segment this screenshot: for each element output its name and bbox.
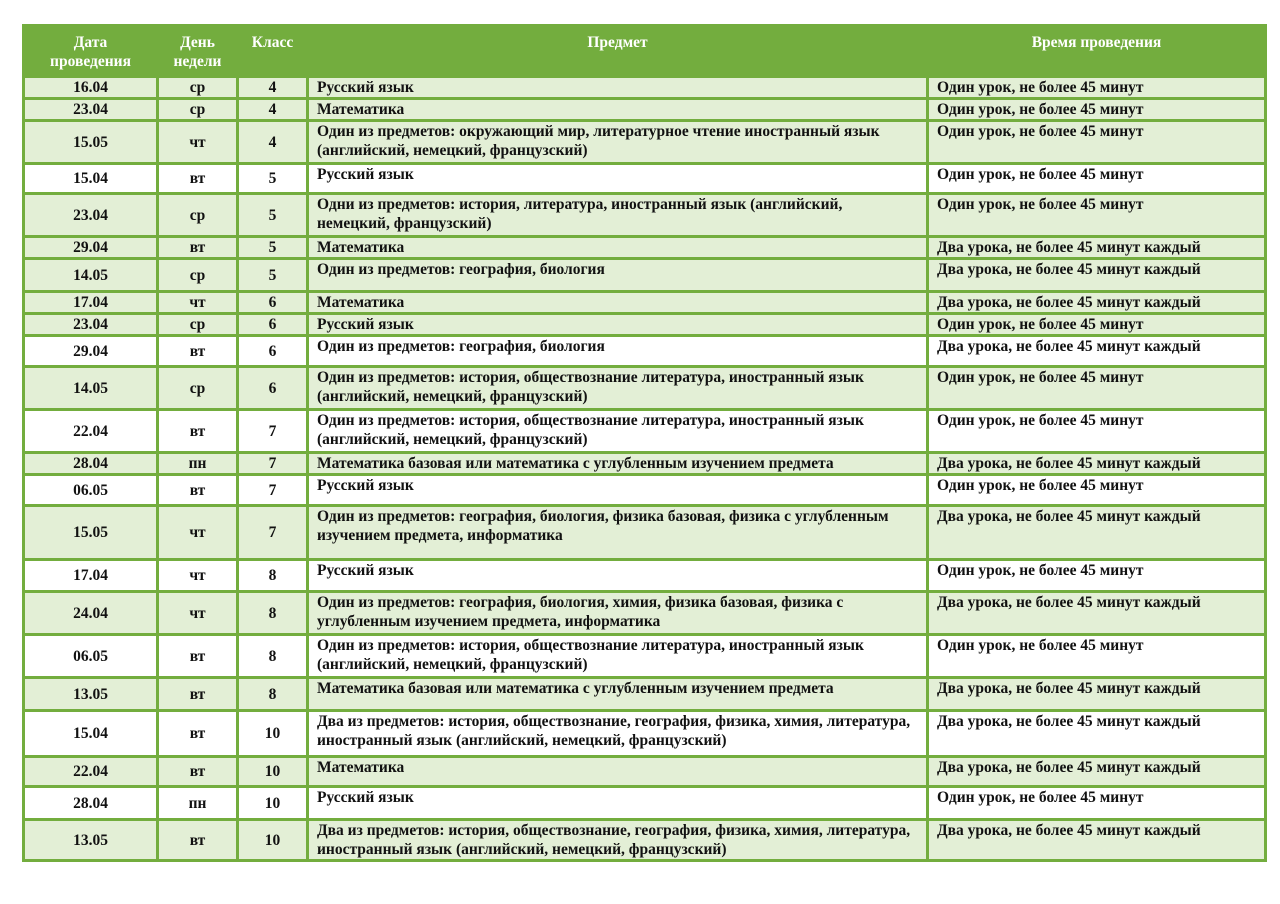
table-row [24, 314, 1266, 336]
table-row [24, 259, 1266, 292]
table-row [24, 506, 1266, 560]
cell-subject: Математика [308, 757, 928, 787]
cell-class: 10 [238, 820, 308, 861]
cell-subject: Один из предметов: география, биология, физика базовая, физика с углубленным изучением предмета, информатика [308, 506, 928, 560]
cell-time: Два урока, не более 45 минут каждый [928, 237, 1266, 259]
cell-class: 6 [238, 292, 308, 314]
cell-time: Один урок, не более 45 минут [928, 121, 1266, 164]
table-row [24, 757, 1266, 787]
cell-subject: Русский язык [308, 164, 928, 194]
cell-subject: Русский язык [308, 475, 928, 506]
cell-date: 29.04 [24, 336, 158, 367]
cell-day: вт [158, 410, 238, 453]
cell-day: ср [158, 77, 238, 99]
cell-class: 6 [238, 314, 308, 336]
cell-time: Два урока, не более 45 минут каждый [928, 820, 1266, 861]
cell-date: 17.04 [24, 560, 158, 592]
cell-date: 15.04 [24, 711, 158, 757]
cell-class: 6 [238, 367, 308, 410]
cell-date: 06.05 [24, 635, 158, 678]
cell-subject: Математика базовая или математика с углубленным изучением предмета [308, 678, 928, 711]
cell-class: 6 [238, 336, 308, 367]
table-row [24, 592, 1266, 635]
cell-subject: Русский язык [308, 560, 928, 592]
cell-class: 5 [238, 237, 308, 259]
table-body [24, 77, 1266, 861]
cell-subject: Русский язык [308, 314, 928, 336]
cell-subject: Два из предметов: история, обществознание, география, физика, химия, литература, иностранный язык (английский, немецкий, французский) [308, 711, 928, 757]
cell-time: Два урока, не более 45 минут каждый [928, 678, 1266, 711]
cell-day: вт [158, 475, 238, 506]
cell-date: 28.04 [24, 453, 158, 475]
cell-day: ср [158, 259, 238, 292]
cell-time: Один урок, не более 45 минут [928, 314, 1266, 336]
cell-day: вт [158, 820, 238, 861]
cell-day: чт [158, 292, 238, 314]
cell-class: 8 [238, 560, 308, 592]
cell-class: 5 [238, 194, 308, 237]
table-row [24, 336, 1266, 367]
cell-time: Два урока, не более 45 минут каждый [928, 711, 1266, 757]
header-subject: Предмет [308, 26, 928, 77]
cell-class: 10 [238, 787, 308, 820]
cell-class: 4 [238, 99, 308, 121]
exam-schedule-table [22, 24, 1267, 862]
cell-date: 28.04 [24, 787, 158, 820]
cell-subject: Математика [308, 237, 928, 259]
cell-time: Один урок, не более 45 минут [928, 99, 1266, 121]
cell-class: 7 [238, 410, 308, 453]
cell-day: вт [158, 635, 238, 678]
cell-date: 17.04 [24, 292, 158, 314]
cell-day: ср [158, 314, 238, 336]
cell-class: 8 [238, 635, 308, 678]
table-row [24, 787, 1266, 820]
cell-day: чт [158, 592, 238, 635]
cell-subject: Два из предметов: история, обществознание, география, физика, химия, литература, иностранный язык (английский, немецкий, французский) [308, 820, 928, 861]
cell-class: 7 [238, 475, 308, 506]
cell-date: 22.04 [24, 410, 158, 453]
cell-date: 23.04 [24, 194, 158, 237]
cell-date: 14.05 [24, 259, 158, 292]
cell-day: ср [158, 367, 238, 410]
cell-time: Один урок, не более 45 минут [928, 787, 1266, 820]
header-time: Время проведения [928, 26, 1266, 77]
header-row [24, 26, 1266, 77]
cell-class: 10 [238, 757, 308, 787]
cell-subject: Один из предметов: география, биология, химия, физика базовая, физика с углубленным изучением предмета, информатика [308, 592, 928, 635]
table-row [24, 410, 1266, 453]
table-row [24, 635, 1266, 678]
cell-time: Два урока, не более 45 минут каждый [928, 506, 1266, 560]
cell-time: Один урок, не более 45 минут [928, 77, 1266, 99]
cell-day: вт [158, 336, 238, 367]
cell-day: вт [158, 164, 238, 194]
cell-subject: Один из предметов: география, биология [308, 336, 928, 367]
table-row [24, 99, 1266, 121]
cell-time: Один урок, не более 45 минут [928, 194, 1266, 237]
cell-class: 10 [238, 711, 308, 757]
cell-time: Один урок, не более 45 минут [928, 410, 1266, 453]
cell-date: 14.05 [24, 367, 158, 410]
table-row [24, 292, 1266, 314]
cell-date: 29.04 [24, 237, 158, 259]
table-row [24, 560, 1266, 592]
cell-time: Один урок, не более 45 минут [928, 475, 1266, 506]
header-class: Класс [238, 26, 308, 77]
cell-class: 7 [238, 506, 308, 560]
cell-date: 22.04 [24, 757, 158, 787]
cell-subject: Один из предметов: история, обществознание литература, иностранный язык (английский, немецкий, французский) [308, 410, 928, 453]
cell-day: пн [158, 453, 238, 475]
cell-day: чт [158, 121, 238, 164]
cell-day: чт [158, 506, 238, 560]
cell-subject: Один из предметов: история, обществознание литература, иностранный язык (английский, немецкий, французский) [308, 635, 928, 678]
cell-class: 5 [238, 259, 308, 292]
cell-time: Два урока, не более 45 минут каждый [928, 292, 1266, 314]
table-row [24, 453, 1266, 475]
cell-subject: Один из предметов: история, обществознание литература, иностранный язык (английский, немецкий, французский) [308, 367, 928, 410]
table-row [24, 820, 1266, 861]
cell-date: 23.04 [24, 314, 158, 336]
table-row [24, 77, 1266, 99]
table-row [24, 194, 1266, 237]
cell-day: ср [158, 194, 238, 237]
cell-subject: Русский язык [308, 787, 928, 820]
cell-time: Один урок, не более 45 минут [928, 560, 1266, 592]
cell-day: ср [158, 99, 238, 121]
cell-time: Два урока, не более 45 минут каждый [928, 592, 1266, 635]
cell-date: 15.05 [24, 121, 158, 164]
table-row [24, 678, 1266, 711]
cell-date: 15.04 [24, 164, 158, 194]
table-row [24, 475, 1266, 506]
cell-class: 4 [238, 121, 308, 164]
cell-class: 7 [238, 453, 308, 475]
table-header [24, 26, 1266, 77]
table-row [24, 237, 1266, 259]
cell-date: 23.04 [24, 99, 158, 121]
cell-subject: Математика [308, 292, 928, 314]
cell-subject: Русский язык [308, 77, 928, 99]
cell-class: 8 [238, 678, 308, 711]
table-row [24, 164, 1266, 194]
cell-subject: Один из предметов: окружающий мир, литературное чтение иностранный язык (английский, немецкий, французский) [308, 121, 928, 164]
cell-date: 13.05 [24, 820, 158, 861]
table-row [24, 711, 1266, 757]
cell-time: Один урок, не более 45 минут [928, 164, 1266, 194]
cell-day: вт [158, 237, 238, 259]
cell-date: 15.05 [24, 506, 158, 560]
cell-time: Один урок, не более 45 минут [928, 367, 1266, 410]
header-date: Дата проведения [24, 26, 158, 77]
cell-day: чт [158, 560, 238, 592]
cell-time: Два урока, не более 45 минут каждый [928, 336, 1266, 367]
header-day: День недели [158, 26, 238, 77]
cell-subject: Математика [308, 99, 928, 121]
cell-class: 8 [238, 592, 308, 635]
cell-class: 4 [238, 77, 308, 99]
cell-class: 5 [238, 164, 308, 194]
cell-date: 06.05 [24, 475, 158, 506]
table-row [24, 367, 1266, 410]
cell-day: вт [158, 757, 238, 787]
cell-day: вт [158, 678, 238, 711]
cell-day: пн [158, 787, 238, 820]
cell-date: 13.05 [24, 678, 158, 711]
cell-date: 24.04 [24, 592, 158, 635]
cell-day: вт [158, 711, 238, 757]
cell-subject: Математика базовая или математика с углубленным изучением предмета [308, 453, 928, 475]
cell-subject: Одни из предметов: история, литература, иностранный язык (английский, немецкий, французский) [308, 194, 928, 237]
cell-time: Два урока, не более 45 минут каждый [928, 453, 1266, 475]
cell-subject: Один из предметов: география, биология [308, 259, 928, 292]
table-row [24, 121, 1266, 164]
cell-date: 16.04 [24, 77, 158, 99]
cell-time: Один урок, не более 45 минут [928, 635, 1266, 678]
cell-time: Два урока, не более 45 минут каждый [928, 259, 1266, 292]
cell-time: Два урока, не более 45 минут каждый [928, 757, 1266, 787]
